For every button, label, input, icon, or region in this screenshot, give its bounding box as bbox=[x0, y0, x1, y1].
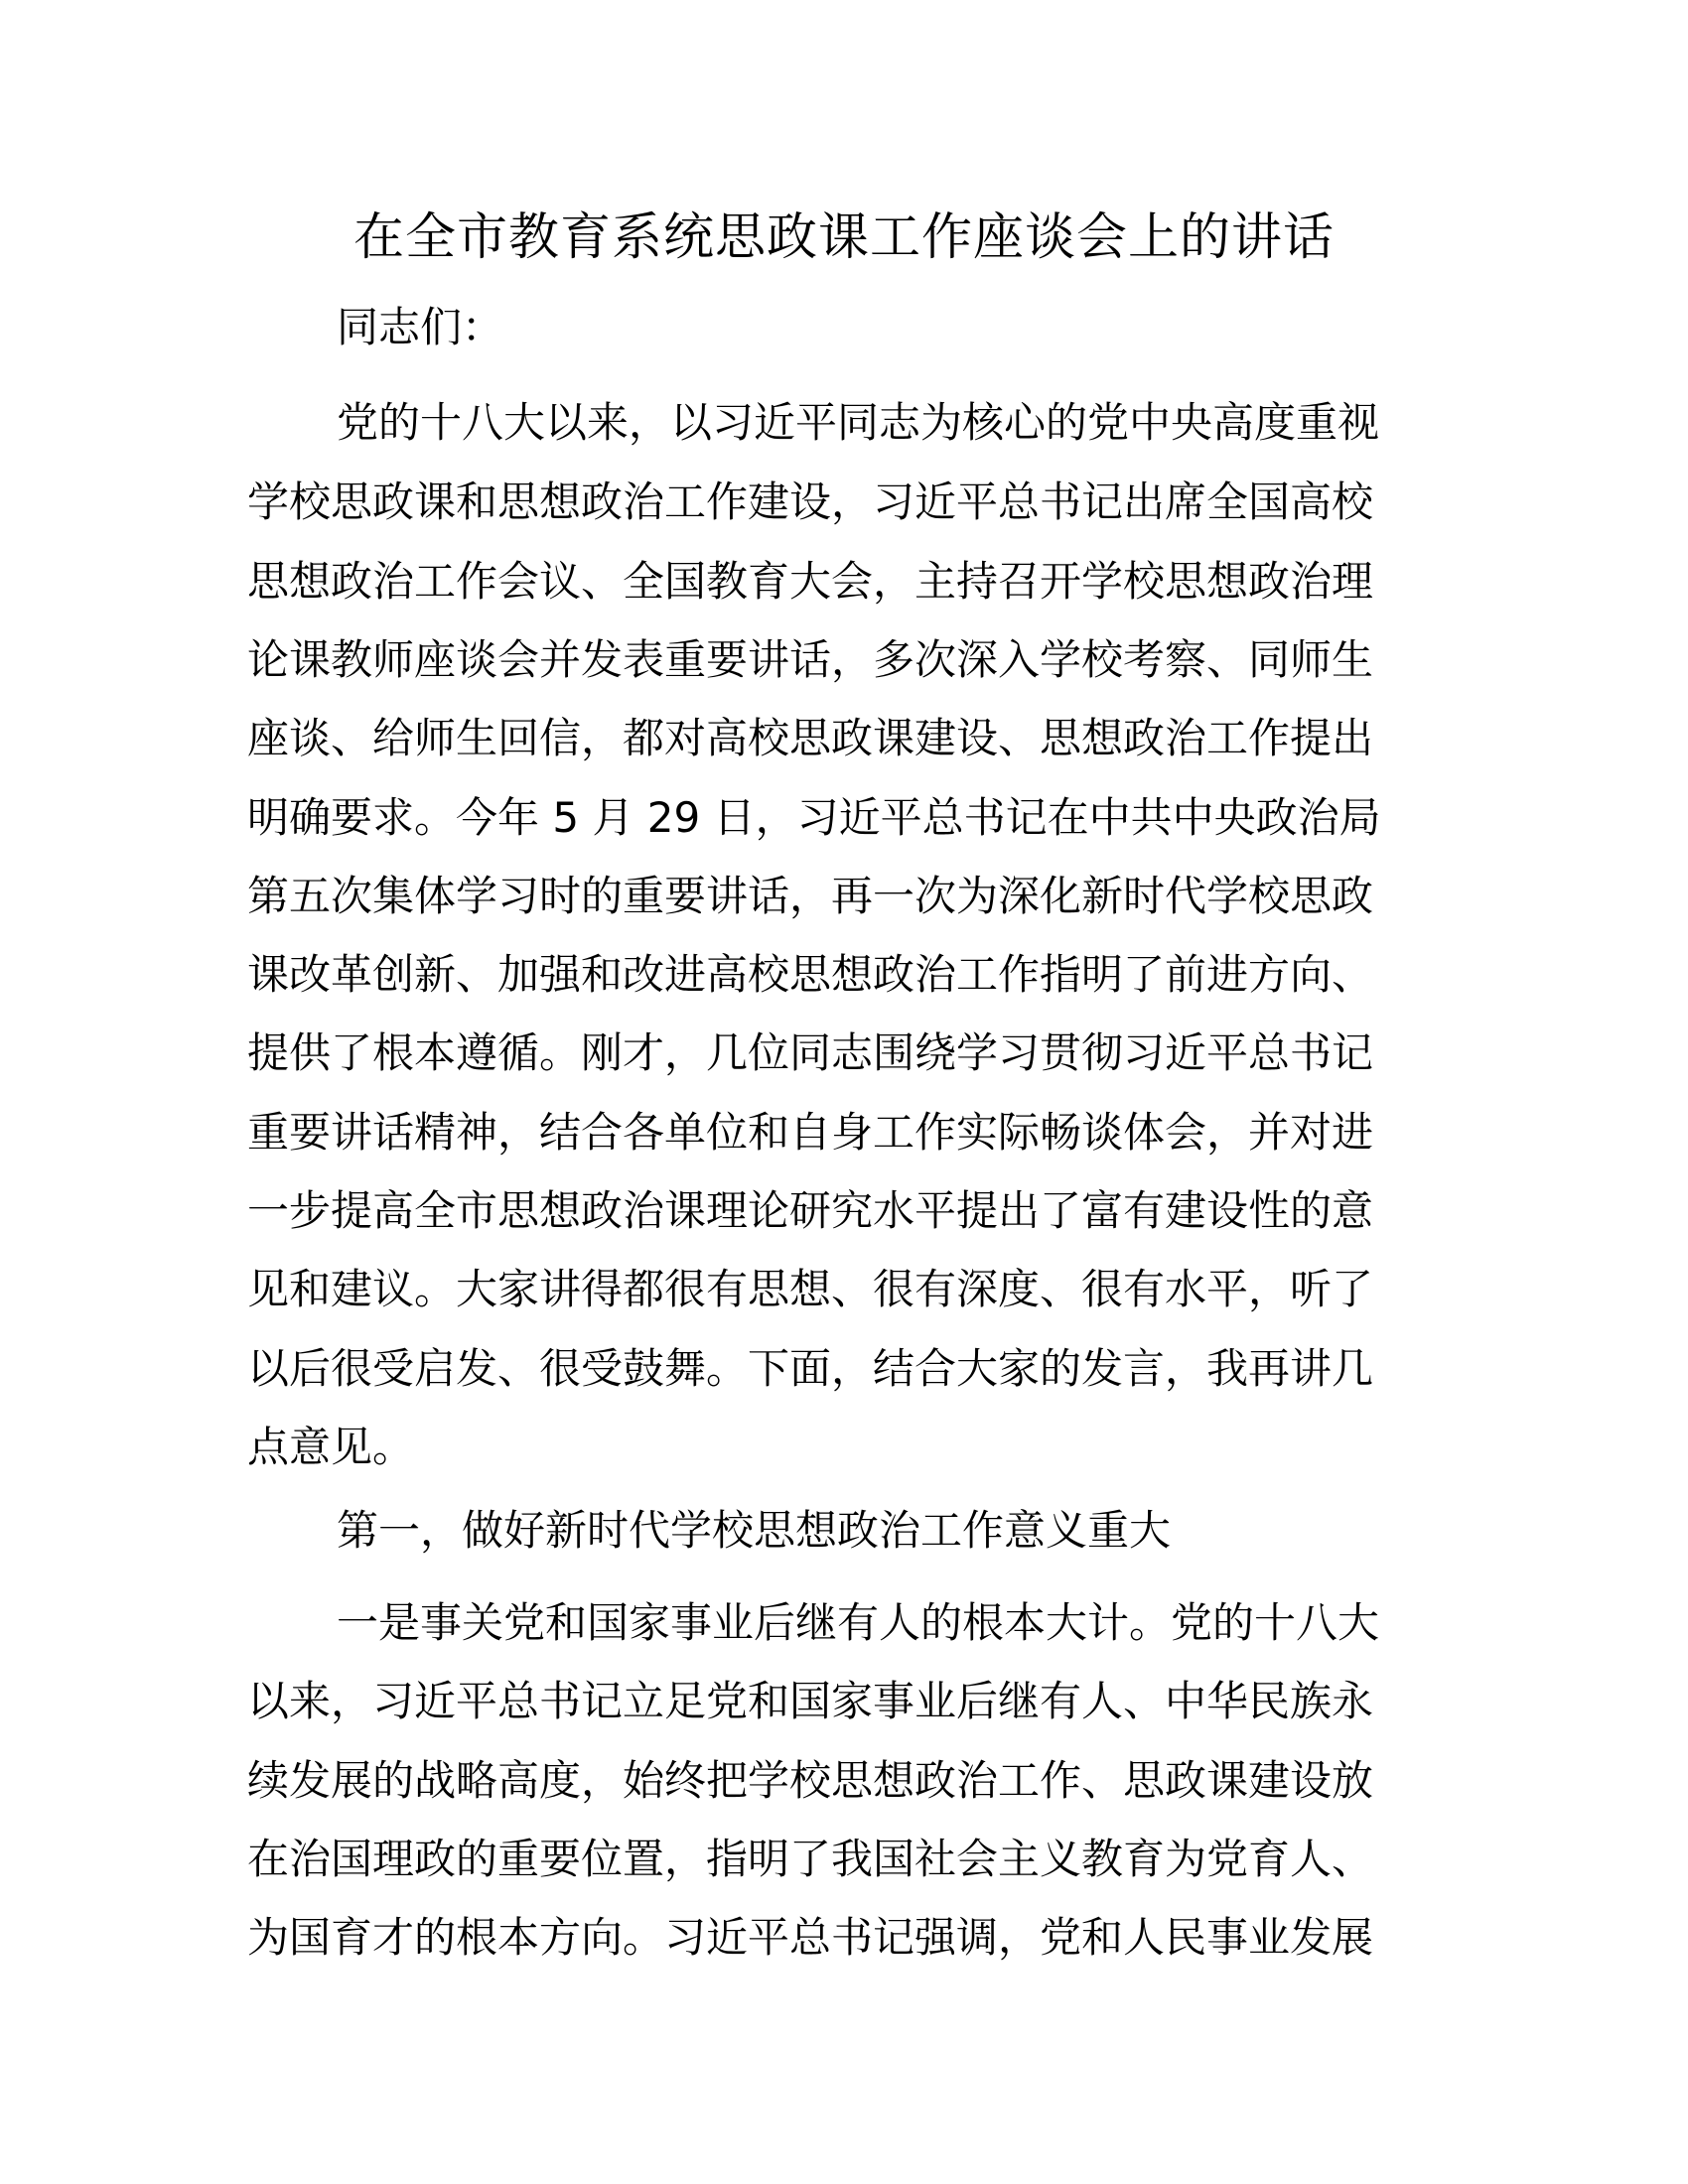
paragraph-line: 课改革创新、加强和改进高校思想政治工作指明了前进方向、 bbox=[247, 950, 1374, 999]
paragraph-line: 论课教师座谈会并发表重要讲话，多次深入学校考察、同师生 bbox=[247, 635, 1374, 684]
paragraph-line: 明确要求。今年 5 月 29 日，习近平总书记在中共中央政治局 bbox=[247, 793, 1381, 842]
salutation: 同志们： bbox=[337, 303, 504, 351]
paragraph-line: 在治国理政的重要位置，指明了我国社会主义教育为党育人、 bbox=[247, 1835, 1374, 1883]
paragraph-line: 提供了根本遵循。刚才，几位同志围绕学习贯彻习近平总书记 bbox=[247, 1028, 1374, 1077]
paragraph-line: 党的十八大以来，以习近平同志为核心的党中央高度重视 bbox=[337, 398, 1380, 447]
paragraph-line: 见和建议。大家讲得都很有思想、很有深度、很有水平，听了 bbox=[247, 1265, 1374, 1313]
paragraph-line: 思想政治工作会议、全国教育大会，主持召开学校思想政治理 bbox=[247, 557, 1374, 606]
paragraph-line: 一是事关党和国家事业后继有人的根本大计。党的十八大 bbox=[337, 1598, 1380, 1647]
paragraph-line: 为国育才的根本方向。习近平总书记强调，党和人民事业发展 bbox=[247, 1913, 1374, 1962]
paragraph-line: 座谈、给师生回信，都对高校思政课建设、思想政治工作提出 bbox=[247, 714, 1374, 762]
paragraph-line: 以后很受启发、很受鼓舞。下面，结合大家的发言，我再讲几 bbox=[247, 1344, 1374, 1393]
paragraph-line: 点意见。 bbox=[247, 1423, 415, 1471]
document-title: 在全市教育系统思政课工作座谈会上的讲话 bbox=[352, 208, 1335, 267]
paragraph-line: 第五次集体学习时的重要讲话，再一次为深化新时代学校思政 bbox=[247, 872, 1374, 920]
paragraph-line: 以来，习近平总书记立足党和国家事业后继有人、中华民族永 bbox=[247, 1677, 1374, 1725]
paragraph-line: 学校思政课和思想政治工作建设，习近平总书记出席全国高校 bbox=[247, 478, 1374, 526]
paragraph-line: 续发展的战略高度，始终把学校思想政治工作、思政课建设放 bbox=[247, 1756, 1374, 1805]
paragraph-line: 一步提高全市思想政治课理论研究水平提出了富有建设性的意 bbox=[247, 1186, 1374, 1235]
paragraph-line: 重要讲话精神，结合各单位和自身工作实际畅谈体会，并对进 bbox=[247, 1108, 1374, 1157]
section-heading: 第一，做好新时代学校思想政治工作意义重大 bbox=[337, 1506, 1172, 1555]
